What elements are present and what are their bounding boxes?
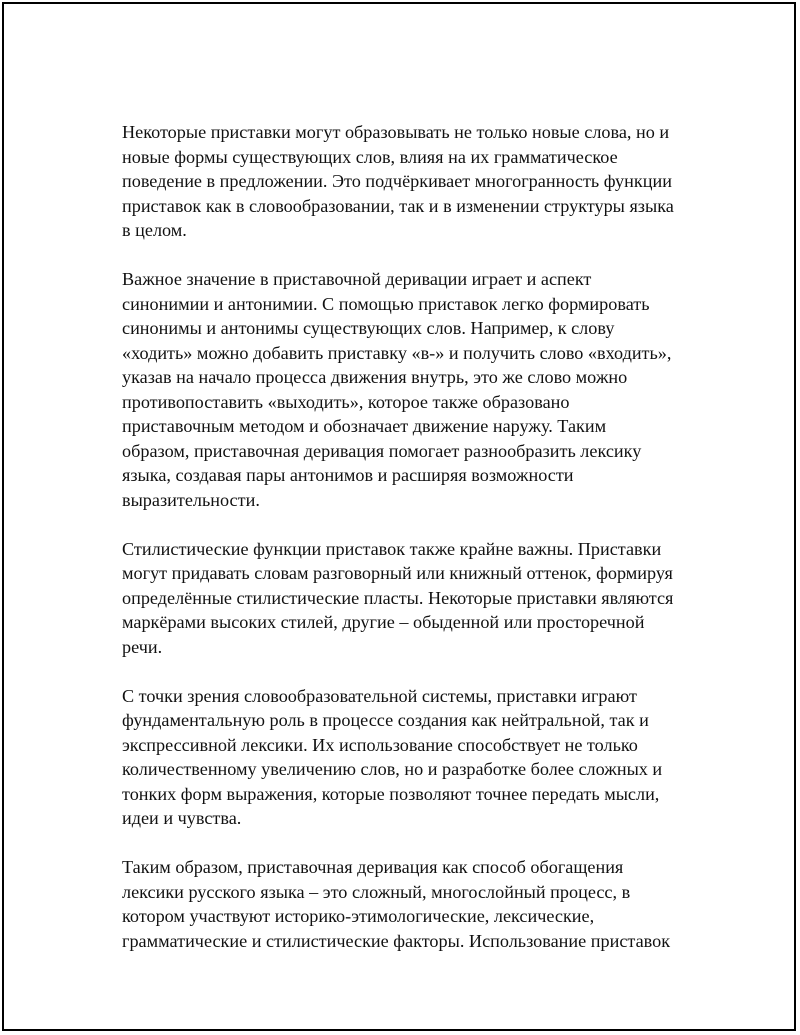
text-line: приставочным методом и обозначает движение наружу. Таким [122, 416, 607, 436]
text-line: образом, приставочная деривация помогает разнообразить лексику [122, 440, 642, 461]
text-line: экспрессивной лексики. Их использование способствует не только [122, 734, 638, 755]
text-line: Стилистические функции приставок также крайне важны. Приставки [122, 538, 662, 559]
text-line: приставок как в словообразовании, так и в изменении структуры языка [122, 195, 674, 216]
paragraph-word-formation-system [122, 684, 694, 831]
text-line: синонимы и антонимы существующих слов. Например, к слову [122, 318, 615, 338]
text-line: фундаментальную роль в процессе создания как нейтральной, так и [122, 710, 649, 730]
text-line: «ходить» можно добавить приставку «в-» и получить слово «входить», [122, 342, 672, 363]
text-line: в целом. [122, 220, 187, 240]
paragraph-synonymy-antonymy [122, 267, 694, 512]
text-line: Некоторые приставки могут образовывать не только новые слова, но и [122, 122, 670, 142]
paragraph-prefix-forms [122, 120, 694, 243]
text-line: могут придавать словам разговорный или книжный оттенок, формируя [122, 563, 673, 583]
text-line: противопоставить «выходить», которое также образовано [122, 391, 570, 412]
paragraph-stylistic-functions [122, 537, 694, 660]
text-line: выразительности. [122, 489, 260, 510]
paragraph-conclusion [122, 855, 694, 953]
text-line: указав на начало процесса движения внутрь, это же слово можно [122, 367, 628, 387]
text-line: тонких форм выражения, которые позволяют точнее передать мысли, [122, 783, 660, 804]
text-line: лексики русского языка – это сложный, многослойный процесс, в [122, 881, 631, 902]
page-frame [2, 2, 796, 1031]
text-line: языка, создавая пары антонимов и расширяя возможности [122, 465, 574, 485]
text-line: поведение в предложении. Это подчёркивает многогранность функции [122, 171, 672, 191]
text-line: речи. [122, 636, 163, 657]
text-line: идеи и чувства. [122, 808, 242, 828]
text-line: котором участвуют историко-этимологические, лексические, [122, 906, 595, 926]
document-body [122, 120, 694, 978]
text-line: грамматические и стилистические факторы. Использование приставок [122, 930, 671, 951]
text-line: маркёрами высоких стилей, другие – обыденной или просторечной [122, 612, 645, 632]
text-line: определённые стилистические пласты. Некоторые приставки являются [122, 587, 674, 608]
text-line: количественному увеличению слов, но и разработке более сложных и [122, 759, 663, 779]
text-line: Таким образом, приставочная деривация как способ обогащения [122, 857, 624, 877]
text-line: новые формы существующих слов, влияя на их грамматическое [122, 146, 618, 167]
text-line: С точки зрения словообразовательной системы, приставки играют [122, 685, 637, 706]
text-line: Важное значение в приставочной деривации играет и аспект [122, 269, 592, 289]
text-line: синонимии и антонимии. С помощью приставок легко формировать [122, 293, 650, 314]
